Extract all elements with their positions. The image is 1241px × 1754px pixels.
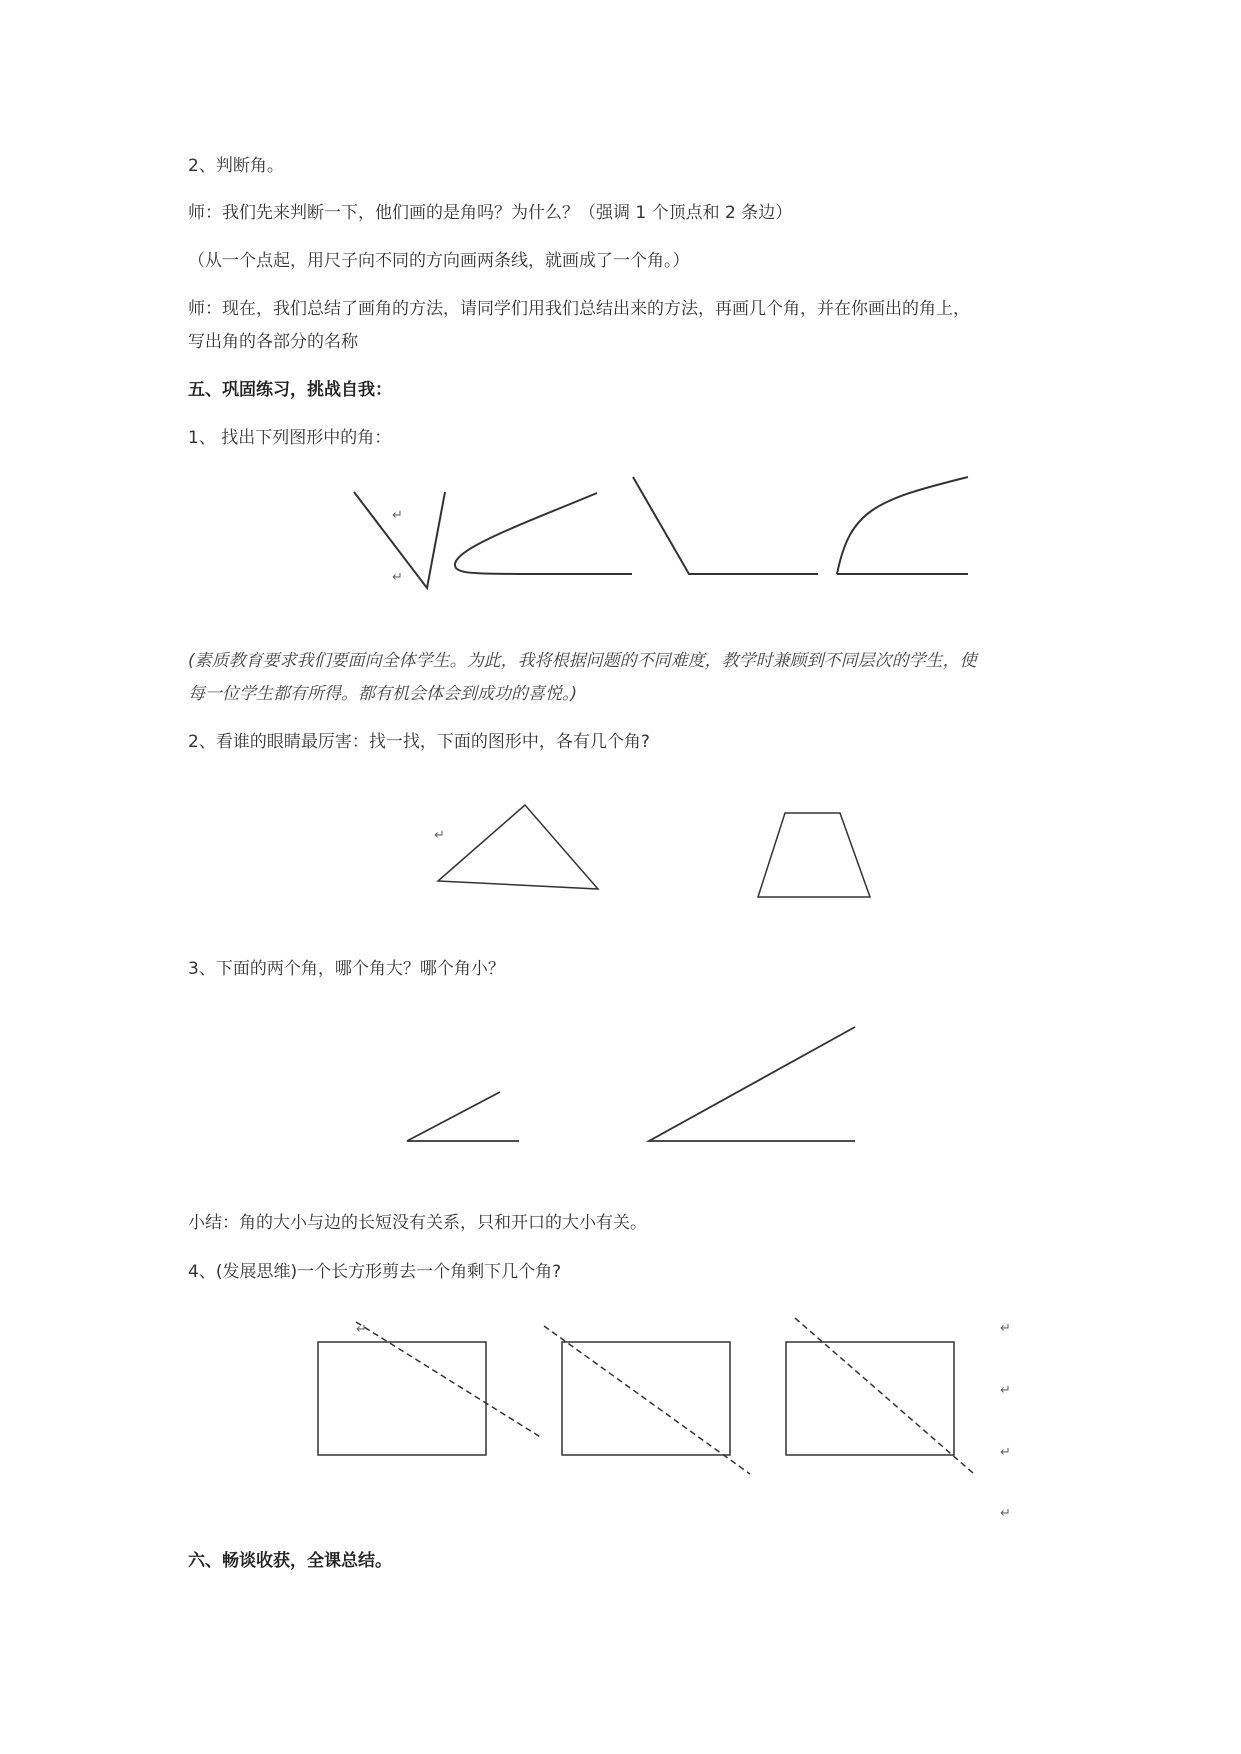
return-mark: ↵ [356, 1322, 367, 1337]
return-mark: ↵ [1000, 1506, 1011, 1521]
return-mark: ↵ [1000, 1321, 1011, 1336]
text-question-2: 2、看谁的眼睛最厉害：找一找，下面的图形中，各有几个角? [188, 732, 650, 752]
return-mark: ↵ [1000, 1383, 1011, 1398]
text-teacher-instruction-1: 师：现在，我们总结了画角的方法，请同学们用我们总结出来的方法，再画几个角，并在你画出的角上， [188, 299, 970, 319]
figure-q3-large-angle [649, 1027, 855, 1141]
text-angle-definition: （从一个点起，用尺子向不同的方向画两条线，就画成了一个角。） [188, 251, 690, 271]
heading-section-5: 五、巩固练习，挑战自我： [188, 380, 392, 400]
figure-q3-small-angle [407, 1092, 519, 1141]
figure-q1-curved-side [837, 477, 968, 574]
figure-q1-obtuse-angle [633, 477, 818, 574]
figure-q1-curved-angle [455, 493, 632, 574]
return-mark: ↵ [434, 828, 445, 843]
return-mark: ↵ [392, 570, 403, 585]
text-note-2: 每一位学生都有所得。都有机会体会到成功的喜悦。) [188, 684, 578, 704]
text-teacher-question: 师：我们先来判断一下，他们画的是角吗？为什么？（强调 1 个顶点和 2 条边） [188, 203, 793, 223]
text-question-3: 3、下面的两个角，哪个角大？哪个角小？ [188, 959, 505, 979]
text-teacher-instruction-2: 写出角的各部分的名称 [188, 332, 358, 352]
text-note-1: (素质教育要求我们要面向全体学生。为此，我将根据问题的不同难度，教学时兼顾到不同层次的学生，使 [188, 651, 977, 671]
text-summary: 小结：角的大小与边的长短没有关系，只和开口的大小有关。 [188, 1213, 647, 1233]
figure-q2-triangle [438, 805, 598, 889]
text-judge-angle: 2、判断角。 [188, 156, 284, 176]
figure-q4-rect-1 [318, 1322, 542, 1455]
text-question-1: 1、 找出下列图形中的角： [188, 428, 392, 448]
text-question-4: 4、(发展思维)一个长方形剪去一个角剩下几个角? [188, 1262, 562, 1282]
figure-q2-trapezoid [758, 813, 870, 897]
return-mark: ↵ [392, 508, 403, 523]
figure-q4-rect-3 [786, 1318, 973, 1473]
heading-section-6: 六、畅谈收获，全课总结。 [188, 1551, 392, 1571]
return-mark: ↵ [1000, 1445, 1011, 1460]
figure-q4-rect-2 [544, 1326, 750, 1474]
